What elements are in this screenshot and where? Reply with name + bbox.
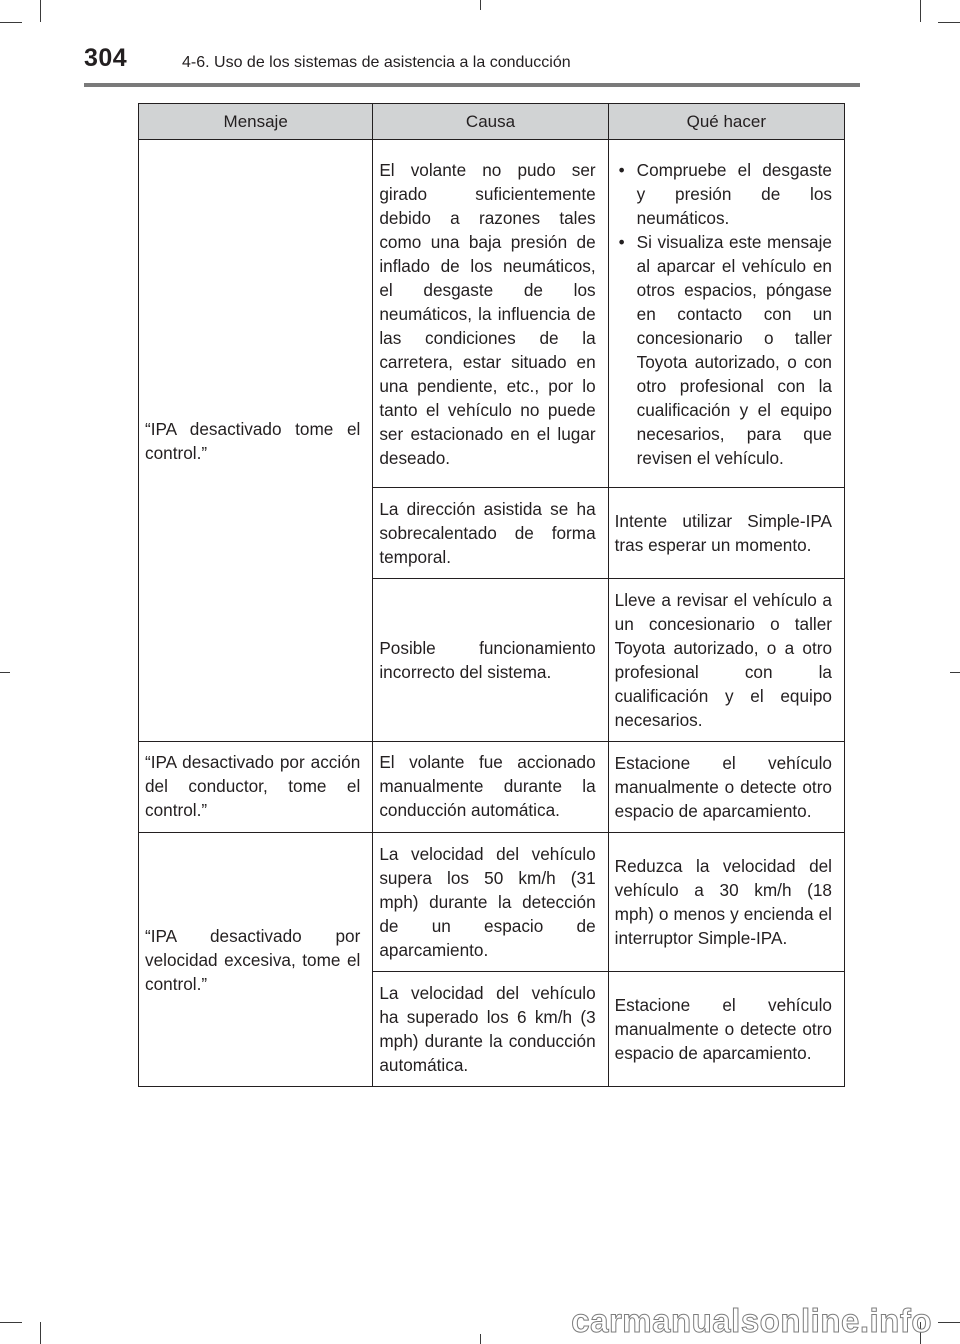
crop-mark xyxy=(0,672,10,673)
action-cell: Intente utilizar Simple-IPA tras esperar un momento. xyxy=(608,488,844,579)
action-bullet-list xyxy=(615,158,832,470)
chapter-title: 4-6. Uso de los sistemas de asistencia a la conducción xyxy=(182,54,571,71)
bullet-text: Si visualiza este mensaje al aparcar el vehículo en otros espacios, póngase en contacto con un concesionario o taller Toyota autorizado, o con otro profesional con la cualificación y el equipo necesarios, para que revisen el vehículo. xyxy=(636,231,832,468)
message-cell: “IPA desactivado tome el control.” xyxy=(139,140,373,742)
cause-cell: La dirección asistida se ha sobrecalentado de forma temporal. xyxy=(373,488,608,579)
action-cell: Estacione el vehículo manualmente o detecte otro espacio de aparcamiento. xyxy=(608,742,844,833)
bullet-text: Compruebe el desgaste y presión de los neumáticos. xyxy=(636,159,832,228)
column-header-message: Mensaje xyxy=(139,104,373,140)
table-row xyxy=(139,742,845,833)
table-row xyxy=(139,140,845,488)
cause-cell: Posible funcionamiento incorrecto del sistema. xyxy=(373,579,608,742)
page-header xyxy=(84,44,864,80)
message-table xyxy=(138,103,845,1087)
message-cell: “IPA desactivado por velocidad excesiva, tome el control.” xyxy=(139,833,373,1087)
column-header-action: Qué hacer xyxy=(608,104,844,140)
column-header-cause: Causa xyxy=(373,104,608,140)
crop-mark xyxy=(480,1334,481,1344)
action-cell: Lleve a revisar el vehículo a un concesionario o taller Toyota autorizado, o a otro profesional con la cualificación y el equipo necesarios. xyxy=(608,579,844,742)
crop-mark xyxy=(40,0,41,22)
crop-mark xyxy=(920,0,921,22)
crop-mark xyxy=(950,672,960,673)
table-header-row xyxy=(139,104,845,140)
crop-mark xyxy=(938,1322,960,1323)
crop-mark xyxy=(480,0,481,10)
crop-mark xyxy=(0,22,22,23)
table-row xyxy=(139,833,845,972)
cause-cell: El volante no pudo ser girado suficientemente debido a razones tales como una baja presión de inflado de los neumáticos, el desgaste de los neumáticos, la influencia de las condiciones de la carretera, estar situado en una pendiente, etc., por lo tanto el vehículo no puede ser estacionado en el lugar deseado. xyxy=(373,140,608,488)
crop-mark xyxy=(40,1322,41,1344)
cause-cell: La velocidad del vehículo ha superado los 6 km/h (3 mph) durante la conducción automática. xyxy=(373,972,608,1087)
action-cell: Estacione el vehículo manualmente o detecte otro espacio de aparcamiento. xyxy=(608,972,844,1087)
page-number: 304 xyxy=(84,44,128,72)
list-item: • Si visualiza este mensaje al aparcar el vehículo en otros espacios, póngase en contacto con un concesionario o taller Toyota autorizado, o con otro profesional con la cualificación y el equipo necesarios, para que revisen el vehículo. xyxy=(618,231,832,468)
action-cell: Reduzca la velocidad del vehículo a 30 km/h (18 mph) o menos y encienda el interruptor Simple-IPA. xyxy=(608,833,844,972)
header-divider xyxy=(84,83,860,87)
action-cell xyxy=(608,140,844,488)
crop-mark xyxy=(0,1322,22,1323)
message-cell: “IPA desactivado por acción del conductor, tome el control.” xyxy=(139,742,373,833)
watermark: carmanualsonline.info xyxy=(571,1302,932,1339)
cause-cell: El volante fue accionado manualmente durante la conducción automática. xyxy=(373,742,608,833)
list-item: • Compruebe el desgaste y presión de los neumáticos. xyxy=(618,159,832,228)
cause-cell: La velocidad del vehículo supera los 50 km/h (31 mph) durante la detección de un espacio de aparcamiento. xyxy=(373,833,608,972)
crop-mark xyxy=(938,22,960,23)
